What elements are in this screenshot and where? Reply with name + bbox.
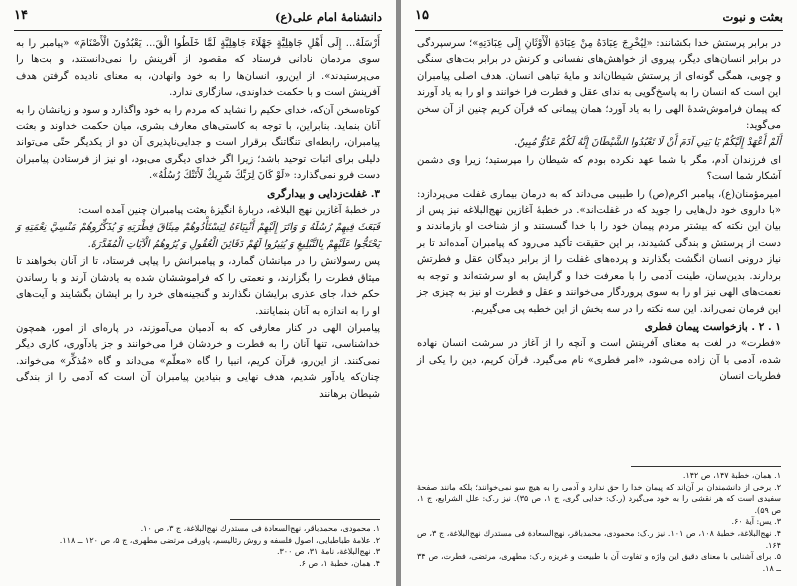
footnotes: [417, 470, 781, 574]
right-page: [401, 0, 797, 586]
right-page-header: [415, 8, 783, 28]
footnote: ۱. محمودی، محمدباقر، نهج‌السعادة فی مستدرك نهج‌البلاغة، ج ۳، ص ۱۰.: [140, 524, 380, 533]
paragraph: «فطرت» در لغت به معنای آفرینش است و آنچه را از آغاز در سرشت انسان نهاده شده، آدمی با آن زاده می‌شود، «امر فطری» نام می‌گیرد. قرآن کریم، دین را یکی از فطریات انسان: [417, 338, 781, 383]
section-heading: ۱ . ۲ . بازخواست پیمان فطری: [644, 320, 781, 333]
arabic-quote: فَبَعَثَ فِيهِمْ رُسُلَهُ وَ وَاتَرَ إِلَيْهِمْ أَنْبِيَاءَهُ لِيَسْتَأْدُوهُمْ مِيثَاقَ فِطْرَتِهِ وَ يُذَكِّرُوهُمْ مَنْسِيَّ نِعْمَتِهِ وَ يَحْتَجُّوا عَلَيْهِمْ بِالتَّبْلِيغِ وَ يُثِيرُوا لَهُمْ دَفَائِنَ الْعُقُولِ وَ يُرُوهُمُ الْآيَاتِ الْمُقَدَّرَةَ.: [16, 222, 380, 250]
page-number: ۱۴: [14, 8, 28, 23]
footnote: ۳. یس: آیهٔ ۶۰.: [731, 517, 781, 527]
paragraph: پیامبران الهی در کنار معارفی که به آدمیان می‌آموزند، در پاره‌ای از امور، همچون خداشناسی، تنها آنان را به فطرت و خردشان فرا می‌خوانند و جز یادآوری، کاری دیگر نمی‌کنند. از این‌رو، قرآن کریم، انبیا را گاه «معلّم» می‌داند و گاه «مُذکِّر» می‌خواند. چنان‌که یادآور شدیم، هدف نهایی و بنیادین پیامبران آن است که آدمی را از بندگی شیطان برهانند: [16, 322, 380, 400]
paragraph: امیرمؤمنان(ع)، پیامبر اکرم(ص) را طبیبی می‌داند که به درمان بیماری غفلت می‌پردازد: «با داروی خود دل‌هایی را جوید که در غفلت‌اند». در خطبهٔ آغازین نهج‌البلاغه نیز پس از بیان این نکته که بیشتر مردم پیمان خود را با خدا گسستند و از شناخت او بازماندند و دست از پرستش و بندگی کشیدند، بر این حقیقت تأکید می‌رود که پیامبران آمده‌اند تا بر نیاز درونی انسان انگشت بگذارند و پرده‌های غفلت را از برابر دیدگان عقل و فطرتش بردارند. بدین‌سان، طینت آدمی را با معرفت خدا و گرایش به او سرشته‌اند و توجه به نعمت‌های الهی نیز او را به سوی پروردگار می‌خوانند و عقل و فطرت او نیز به چیزی جز این فرمان نمی‌راند. این سه نکته را در سه بخش از این خطبه پی می‌گیریم.: [417, 188, 781, 315]
footnote: ۵. برای آشنایی با معنای دقیق این واژه و تفاوت آن با طبیعت و غریزه ر.ک: مطهری، مرتضی، فطرت، ص ۳۴ ــ ۱۸.: [417, 552, 781, 573]
header-rule: [14, 30, 382, 31]
footnote: ۴. همان، خطبهٔ ۱، ص ۶.: [299, 558, 380, 568]
left-page-body: [16, 36, 380, 404]
header-rule: [415, 30, 783, 31]
paragraph: کوتاه‌سخن آن‌که، خدای حکیم را نشاید که مردم را به خود واگذارد و سود و زیانشان را به آنان بنماید. بنابراین، با توجه به کاستی‌های معارف بشری، میان حکمت خداوند و بعثت پیامبران، رابطه‌ای تنگاتنگ برقرار است و جدایی‌ناپذیری آن دو از یکدیگر حتّی می‌تواند دلیلی برای اثبات توحید باشد؛ زیرا اگر خدای دیگری می‌بود، او نیز از فرستادن پیامبران دست فرو نمی‌گذارد: «لَوْ كَانَ لِرَبِّكَ شَرِيكٌ لَأَتَتْكَ رُسُلُهُ».: [16, 104, 380, 182]
page-number: ۱۵: [415, 8, 429, 23]
footnote-rule: [230, 519, 380, 520]
paragraph: در برابر پرستش خدا بکشانند: «لِيُخْرِجَ عِبَادَهُ مِنْ عِبَادَةِ الْأَوْثَانِ إِلَى عِبَادَتِهِ»؛ سرسپردگی در برابر انسان‌های دیگر، پیروی از خواهش‌های نفسانی و کرنش در برابر بت‌های سنگی و چوبی، همگی گونه‌ای از پرستش شیطان‌اند و مایهٔ تباهی انسان. هدف اصلی پیامبران این است که انسان را به پاسخ‌گویی به ندای عقل و فطرت فرا خوانند و او را به یاد آورند که پیمان فراموش‌شدهٔ الهی را به یاد آورد؛ همان پیمانی که قرآن کریم چنین از آن سخن می‌گوید:: [417, 38, 781, 132]
paragraph: ای فرزندان آدم، مگر با شما عهد نکرده بودم که شیطان را مپرستید؛ زیرا وی دشمن آشکار شما است؟: [417, 154, 781, 183]
footnote: ۲. علامهٔ طباطبایی، اصول فلسفه و روش رئالیسم، پاورقی مرتضی مطهری، ج ۵، ص ۱۲۰ ــ ۱۱۸.: [59, 535, 380, 545]
paragraph: أَرْسَلَهُ... إِلَى أَهْلِ جَاهِلِيَّةٍ جَهْلَاءَ جَاهِلِيَّةٍ لَمَّا خَلَطُوا الْقَ... يَعْبُدُونَ الْأَصْنَامَ» «پیامبر را به سوی مردمان نادانی فرستاد که مقصود از آفرینش را نمی‌دانستند، و بت‌ها را می‌پرستیدند». از این‌رو، انسان‌ها را به خود وانهادن، به معنای نادیده گرفتن هدف آفرینش است و با حکمت خداوندی، سازگاری ندارد.: [16, 38, 380, 99]
paragraph: پس رسولانش را در میانشان گمارد، و پیامبرانش را پیاپی فرستاد، تا از آنان بخواهند تا میثاق فطرت را بگزارند، و نعمتی را که فراموششان شده به یادشان آرند و با رساندن حکم خدا، جای عذری برایشان نگذارند و گنجینه‌های خرد را بر ایشان بگشایند و آیت‌های او را به اندازه به آنان بنمایانند.: [16, 256, 380, 317]
footnote-rule: [631, 466, 781, 467]
footnote: ۱. همان، خطبهٔ ۱۴۷، ص ۱۴۲.: [682, 471, 781, 480]
footnote: ۳. نهج‌البلاغة، نامهٔ ۳۱، ص ۳۰۰.: [276, 547, 380, 557]
section-heading: ۳. غفلت‌زدایی و بیدارگری: [267, 187, 380, 200]
footnote: ۲. برخی از دانشمندان بر آن‌اند که پیمان خدا را حق ندارد و آدمی را به هیچ سو نمی‌خوانند؛ بلکه مانند صفحهٔ سفیدی است که هر نقشی را به خود می‌گیرد (ر.ک: خدایی گری، ج ۱، ص ۳۵). نیز ر.ک: علل الشرایع، ج ۱، ص ۵۹).: [417, 482, 782, 515]
right-page-body: [417, 36, 781, 387]
left-page: [0, 0, 396, 586]
running-title: دانشنامهٔ امام علی(ع): [274, 10, 382, 24]
arabic-quote: أَلَمْ أَعْهَدْ إِلَيْكُمْ يَا بَنِي آدَمَ أَنْ لَا تَعْبُدُوا الشَّيْطَانَ إِنَّهُ لَكُمْ عَدُوٌّ مُبِينٌ.: [514, 137, 781, 149]
footnote: ۴. نهج‌البلاغة، خطبهٔ ۱۰۸، ص ۱۰۱. نیز ر.ک: محمودی، محمدباقر، نهج‌السعادة فی مستدرك نهج‌البلاغة، ج ۳، ص ۱۶۴.: [417, 528, 781, 550]
paragraph: در خطبهٔ آغازین نهج البلاغه، دربارهٔ انگیزهٔ بعثت پیامبران چنین آمده است:: [78, 205, 380, 217]
left-page-header: [14, 8, 382, 28]
running-title: بعثت و نبوت: [722, 10, 783, 24]
footnotes: [16, 523, 380, 569]
